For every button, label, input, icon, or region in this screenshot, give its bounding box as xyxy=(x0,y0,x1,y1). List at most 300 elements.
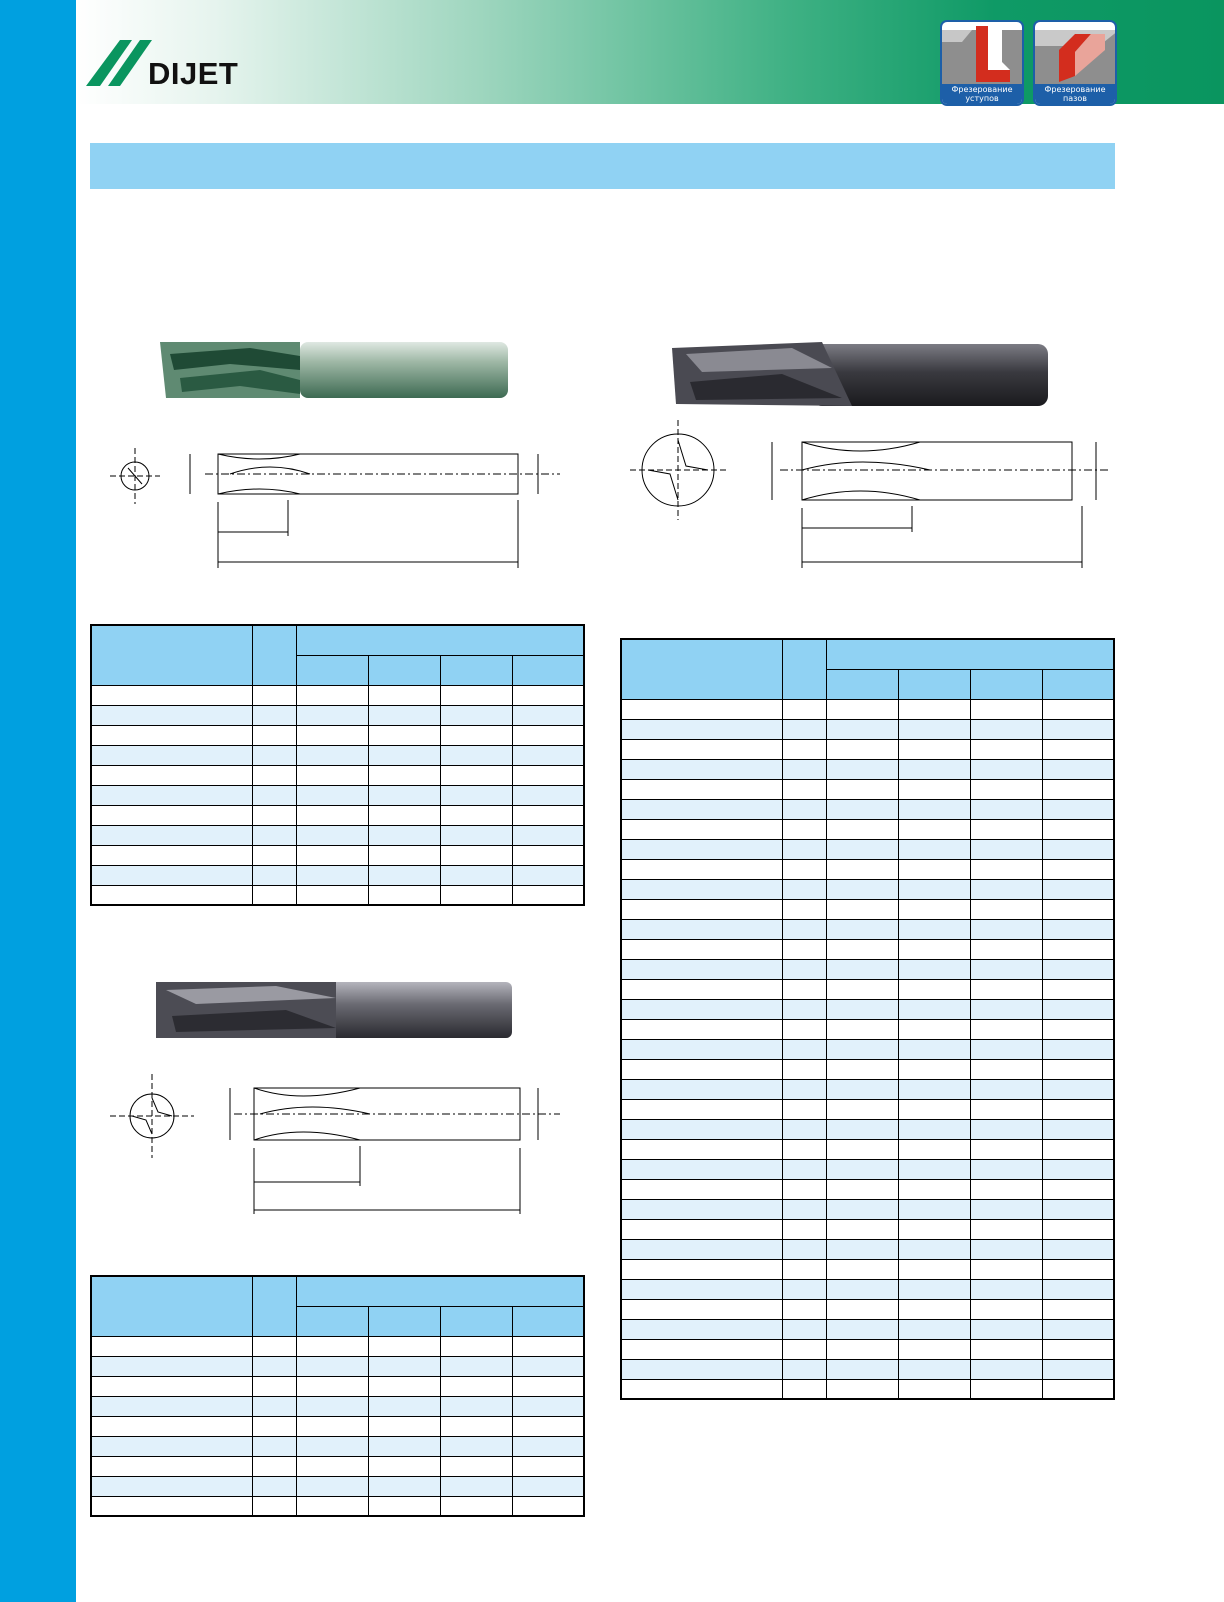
table-cell xyxy=(440,1436,512,1456)
table-cell xyxy=(512,1396,584,1416)
table-cell xyxy=(621,1219,782,1239)
brand-name: DIJET xyxy=(148,56,239,91)
table-cell xyxy=(1042,899,1114,919)
table-cell xyxy=(91,1456,252,1476)
table-cell xyxy=(512,785,584,805)
table-cell xyxy=(91,825,252,845)
table-cell xyxy=(782,1379,826,1399)
table-cell xyxy=(1042,1159,1114,1179)
table-cell xyxy=(296,745,368,765)
table-cell xyxy=(826,779,898,799)
table-cell xyxy=(296,685,368,705)
table-cell xyxy=(296,1376,368,1396)
table-cell xyxy=(440,1376,512,1396)
table-cell xyxy=(898,1299,970,1319)
table-cell xyxy=(1042,819,1114,839)
table-cell xyxy=(1042,1099,1114,1119)
table-cell xyxy=(440,885,512,905)
table-cell xyxy=(898,1019,970,1039)
table-cell xyxy=(621,1179,782,1199)
table-cell xyxy=(512,765,584,785)
table-cell xyxy=(970,879,1042,899)
table-cell xyxy=(826,1079,898,1099)
table-cell xyxy=(826,719,898,739)
table-cell xyxy=(782,779,826,799)
table-cell xyxy=(621,739,782,759)
end-mill-photo-4-flute-small xyxy=(156,980,516,1045)
header-stock xyxy=(252,1276,296,1336)
table-cell xyxy=(782,1219,826,1239)
badge-label-line1: Фрезерование xyxy=(951,85,1013,94)
table-cell xyxy=(252,805,296,825)
table-cell xyxy=(782,1119,826,1139)
badge-slot-milling xyxy=(1033,20,1117,106)
spec-table-body xyxy=(91,1336,584,1516)
table-row xyxy=(621,1139,1114,1159)
table-row xyxy=(91,725,584,745)
table-cell xyxy=(1042,759,1114,779)
table-cell xyxy=(440,845,512,865)
table-cell xyxy=(826,999,898,1019)
table-row xyxy=(91,885,584,905)
table-cell xyxy=(252,785,296,805)
table-cell xyxy=(1042,1339,1114,1359)
table-cell xyxy=(621,979,782,999)
table-cell xyxy=(898,1319,970,1339)
badge-label-line2: уступов xyxy=(965,94,999,103)
table-cell xyxy=(826,1199,898,1219)
table-cell xyxy=(252,845,296,865)
table-cell xyxy=(252,1496,296,1516)
table-cell xyxy=(252,705,296,725)
table-cell xyxy=(91,1496,252,1516)
table-cell xyxy=(621,1059,782,1079)
table-cell xyxy=(898,1099,970,1119)
table-cell xyxy=(782,759,826,779)
table-cell xyxy=(621,1119,782,1139)
table-cell xyxy=(296,1496,368,1516)
table-cell xyxy=(970,1199,1042,1219)
table-cell xyxy=(91,885,252,905)
table-cell xyxy=(621,1099,782,1119)
table-cell xyxy=(1042,939,1114,959)
table-row xyxy=(621,759,1114,779)
table-cell xyxy=(782,739,826,759)
table-cell xyxy=(1042,1219,1114,1239)
table-cell xyxy=(782,899,826,919)
end-mill-drawing-2-flute xyxy=(110,440,570,585)
table-cell xyxy=(621,899,782,919)
table-cell xyxy=(621,839,782,859)
table-cell xyxy=(970,859,1042,879)
table-cell xyxy=(368,1356,440,1376)
table-cell xyxy=(970,799,1042,819)
table-cell xyxy=(296,825,368,845)
table-cell xyxy=(91,805,252,825)
table-cell xyxy=(252,765,296,785)
table-cell xyxy=(898,1359,970,1379)
table-cell xyxy=(970,1319,1042,1339)
table-cell xyxy=(512,1356,584,1376)
table-cell xyxy=(970,1139,1042,1159)
end-mill-photo-4-flute-large xyxy=(672,338,1052,417)
table-row xyxy=(91,865,584,885)
table-cell xyxy=(782,1159,826,1179)
table-cell xyxy=(440,685,512,705)
table-cell xyxy=(91,685,252,705)
table-cell xyxy=(898,1079,970,1099)
header-stock xyxy=(252,625,296,685)
table-cell xyxy=(898,879,970,899)
table-row xyxy=(621,959,1114,979)
table-row xyxy=(91,1336,584,1356)
table-cell xyxy=(296,1396,368,1416)
table-cell xyxy=(898,999,970,1019)
spec-table-4-flute-large xyxy=(620,638,1115,1400)
table-cell xyxy=(970,1259,1042,1279)
slot-milling-icon xyxy=(1035,22,1117,92)
table-cell xyxy=(512,1436,584,1456)
table-cell xyxy=(898,939,970,959)
table-cell xyxy=(1042,699,1114,719)
table-cell xyxy=(970,979,1042,999)
header-dim-2 xyxy=(368,1306,440,1336)
table-cell xyxy=(782,719,826,739)
end-mill-drawing-4-flute-small xyxy=(110,1074,570,1229)
header-dimensions xyxy=(826,639,1114,669)
table-cell xyxy=(91,1416,252,1436)
left-color-bar xyxy=(0,0,76,1602)
table-cell xyxy=(512,1376,584,1396)
header-dim-3 xyxy=(440,655,512,685)
table-row xyxy=(621,699,1114,719)
table-cell xyxy=(252,825,296,845)
table-row xyxy=(91,1376,584,1396)
table-cell xyxy=(970,1159,1042,1179)
table-cell xyxy=(440,1416,512,1436)
table-cell xyxy=(898,1259,970,1279)
table-cell xyxy=(826,1279,898,1299)
title-band xyxy=(90,143,1115,189)
table-cell xyxy=(91,1396,252,1416)
table-cell xyxy=(1042,1079,1114,1099)
table-cell xyxy=(621,1199,782,1219)
table-cell xyxy=(1042,959,1114,979)
table-cell xyxy=(826,739,898,759)
table-row xyxy=(91,805,584,825)
table-cell xyxy=(826,759,898,779)
table-cell xyxy=(368,805,440,825)
table-cell xyxy=(782,699,826,719)
table-row xyxy=(91,1416,584,1436)
table-cell xyxy=(1042,1299,1114,1319)
table-cell xyxy=(1042,719,1114,739)
end-mill-photo-2-flute xyxy=(160,340,512,405)
table-cell xyxy=(621,779,782,799)
table-cell xyxy=(252,1356,296,1376)
table-cell xyxy=(1042,999,1114,1019)
table-row xyxy=(621,1019,1114,1039)
table-cell xyxy=(440,705,512,725)
table-cell xyxy=(782,1099,826,1119)
table-cell xyxy=(621,1279,782,1299)
table-cell xyxy=(970,1039,1042,1059)
header-dim-1 xyxy=(296,655,368,685)
table-cell xyxy=(621,1299,782,1319)
table-cell xyxy=(1042,879,1114,899)
table-cell xyxy=(1042,1239,1114,1259)
table-cell xyxy=(252,865,296,885)
table-cell xyxy=(512,745,584,765)
table-cell xyxy=(252,1416,296,1436)
table-cell xyxy=(252,885,296,905)
table-cell xyxy=(621,1239,782,1259)
table-cell xyxy=(898,1119,970,1139)
table-cell xyxy=(512,1476,584,1496)
table-cell xyxy=(440,745,512,765)
table-cell xyxy=(440,825,512,845)
table-cell xyxy=(296,1336,368,1356)
table-cell xyxy=(368,1496,440,1516)
table-cell xyxy=(91,1376,252,1396)
table-cell xyxy=(1042,1259,1114,1279)
table-cell xyxy=(252,1336,296,1356)
table-row xyxy=(621,1319,1114,1339)
table-cell xyxy=(782,1239,826,1259)
table-cell xyxy=(621,1339,782,1359)
table-cell xyxy=(1042,1199,1114,1219)
table-cell xyxy=(512,1496,584,1516)
table-row xyxy=(91,705,584,725)
table-cell xyxy=(91,1356,252,1376)
table-cell xyxy=(782,1279,826,1299)
table-row xyxy=(621,999,1114,1019)
table-cell xyxy=(782,839,826,859)
table-row xyxy=(621,1379,1114,1399)
table-row xyxy=(621,1119,1114,1139)
table-cell xyxy=(368,1456,440,1476)
table-cell xyxy=(1042,1319,1114,1339)
table-cell xyxy=(1042,979,1114,999)
table-cell xyxy=(898,1239,970,1259)
table-cell xyxy=(826,899,898,919)
table-cell xyxy=(368,1416,440,1436)
table-cell xyxy=(91,785,252,805)
header-dim-2 xyxy=(898,669,970,699)
table-row xyxy=(91,685,584,705)
table-cell xyxy=(368,1336,440,1356)
table-cell xyxy=(898,919,970,939)
table-cell xyxy=(970,1019,1042,1039)
table-row xyxy=(621,939,1114,959)
spec-table-body xyxy=(621,699,1114,1399)
table-cell xyxy=(970,1179,1042,1199)
table-cell xyxy=(621,1259,782,1279)
table-cell xyxy=(621,1379,782,1399)
table-row xyxy=(621,1199,1114,1219)
table-cell xyxy=(440,1456,512,1476)
table-row xyxy=(621,1219,1114,1239)
table-cell xyxy=(621,759,782,779)
table-cell xyxy=(91,725,252,745)
table-cell xyxy=(368,865,440,885)
table-cell xyxy=(782,1139,826,1159)
header-dim-2 xyxy=(368,655,440,685)
table-cell xyxy=(621,859,782,879)
table-cell xyxy=(368,1376,440,1396)
table-cell xyxy=(826,939,898,959)
table-cell xyxy=(898,1179,970,1199)
table-cell xyxy=(1042,839,1114,859)
table-row xyxy=(621,879,1114,899)
badge-shoulder-milling xyxy=(940,20,1024,106)
table-cell xyxy=(621,1139,782,1159)
table-cell xyxy=(782,959,826,979)
table-cell xyxy=(826,1319,898,1339)
table-cell xyxy=(621,1019,782,1039)
table-row xyxy=(91,825,584,845)
table-cell xyxy=(512,805,584,825)
table-cell xyxy=(252,745,296,765)
table-cell xyxy=(621,959,782,979)
table-cell xyxy=(782,1039,826,1059)
table-cell xyxy=(898,859,970,879)
table-cell xyxy=(782,1019,826,1039)
table-cell xyxy=(782,859,826,879)
table-cell xyxy=(898,1139,970,1159)
table-cell xyxy=(970,1339,1042,1359)
table-row xyxy=(621,979,1114,999)
table-cell xyxy=(512,705,584,725)
table-cell xyxy=(621,939,782,959)
table-cell xyxy=(621,1359,782,1379)
table-row xyxy=(91,745,584,765)
table-cell xyxy=(440,1356,512,1376)
table-cell xyxy=(621,1039,782,1059)
table-cell xyxy=(512,1456,584,1476)
table-cell xyxy=(252,1436,296,1456)
table-cell xyxy=(512,685,584,705)
table-cell xyxy=(898,799,970,819)
table-row xyxy=(91,765,584,785)
table-row xyxy=(621,1039,1114,1059)
table-row xyxy=(621,1239,1114,1259)
table-cell xyxy=(512,865,584,885)
table-cell xyxy=(1042,1279,1114,1299)
table-row xyxy=(91,1496,584,1516)
table-cell xyxy=(826,1059,898,1079)
table-cell xyxy=(826,1019,898,1039)
table-cell xyxy=(970,1099,1042,1119)
table-cell xyxy=(368,685,440,705)
table-cell xyxy=(91,865,252,885)
table-cell xyxy=(296,1476,368,1496)
table-cell xyxy=(970,1299,1042,1319)
table-cell xyxy=(970,739,1042,759)
table-cell xyxy=(440,1396,512,1416)
table-cell xyxy=(898,1219,970,1239)
table-cell xyxy=(252,1476,296,1496)
table-cell xyxy=(782,1199,826,1219)
table-cell xyxy=(898,959,970,979)
table-cell xyxy=(440,865,512,885)
table-row xyxy=(621,1259,1114,1279)
table-row xyxy=(621,779,1114,799)
table-cell xyxy=(91,1436,252,1456)
table-cell xyxy=(512,845,584,865)
table-cell xyxy=(368,765,440,785)
table-row xyxy=(621,1079,1114,1099)
table-cell xyxy=(91,745,252,765)
table-cell xyxy=(296,1416,368,1436)
table-cell xyxy=(368,1476,440,1496)
table-cell xyxy=(898,979,970,999)
table-cell xyxy=(440,1476,512,1496)
table-cell xyxy=(512,1336,584,1356)
table-cell xyxy=(826,819,898,839)
table-cell xyxy=(898,779,970,799)
table-row xyxy=(91,1396,584,1416)
table-cell xyxy=(898,719,970,739)
table-cell xyxy=(826,1139,898,1159)
table-cell xyxy=(621,1159,782,1179)
table-cell xyxy=(898,1379,970,1399)
table-cell xyxy=(970,759,1042,779)
spec-table-body xyxy=(91,685,584,905)
table-cell xyxy=(970,939,1042,959)
table-cell xyxy=(621,1079,782,1099)
table-row xyxy=(91,1356,584,1376)
table-cell xyxy=(970,779,1042,799)
header-stock xyxy=(782,639,826,699)
table-cell xyxy=(826,1379,898,1399)
table-cell xyxy=(368,725,440,745)
table-cell xyxy=(368,885,440,905)
table-cell xyxy=(1042,1179,1114,1199)
table-cell xyxy=(621,919,782,939)
table-cell xyxy=(1042,739,1114,759)
header-designation xyxy=(91,625,252,685)
table-cell xyxy=(1042,1019,1114,1039)
table-cell xyxy=(296,1436,368,1456)
table-cell xyxy=(1042,1139,1114,1159)
table-row xyxy=(621,719,1114,739)
table-cell xyxy=(826,1099,898,1119)
table-cell xyxy=(782,999,826,1019)
header-dim-4 xyxy=(512,655,584,685)
table-cell xyxy=(782,1179,826,1199)
badge-label xyxy=(1035,84,1115,104)
table-cell xyxy=(1042,1039,1114,1059)
table-cell xyxy=(1042,859,1114,879)
table-cell xyxy=(782,939,826,959)
table-cell xyxy=(970,959,1042,979)
table-cell xyxy=(1042,1059,1114,1079)
badge-label-line2: пазов xyxy=(1063,94,1087,103)
table-cell xyxy=(826,959,898,979)
table-row xyxy=(621,1359,1114,1379)
table-cell xyxy=(826,699,898,719)
table-cell xyxy=(898,839,970,859)
table-cell xyxy=(440,1336,512,1356)
table-cell xyxy=(782,1339,826,1359)
table-cell xyxy=(826,1239,898,1259)
table-row xyxy=(621,1339,1114,1359)
header-dimensions xyxy=(296,625,584,655)
spec-table-4-flute-small xyxy=(90,1275,585,1517)
header-dim-3 xyxy=(970,669,1042,699)
table-cell xyxy=(252,725,296,745)
